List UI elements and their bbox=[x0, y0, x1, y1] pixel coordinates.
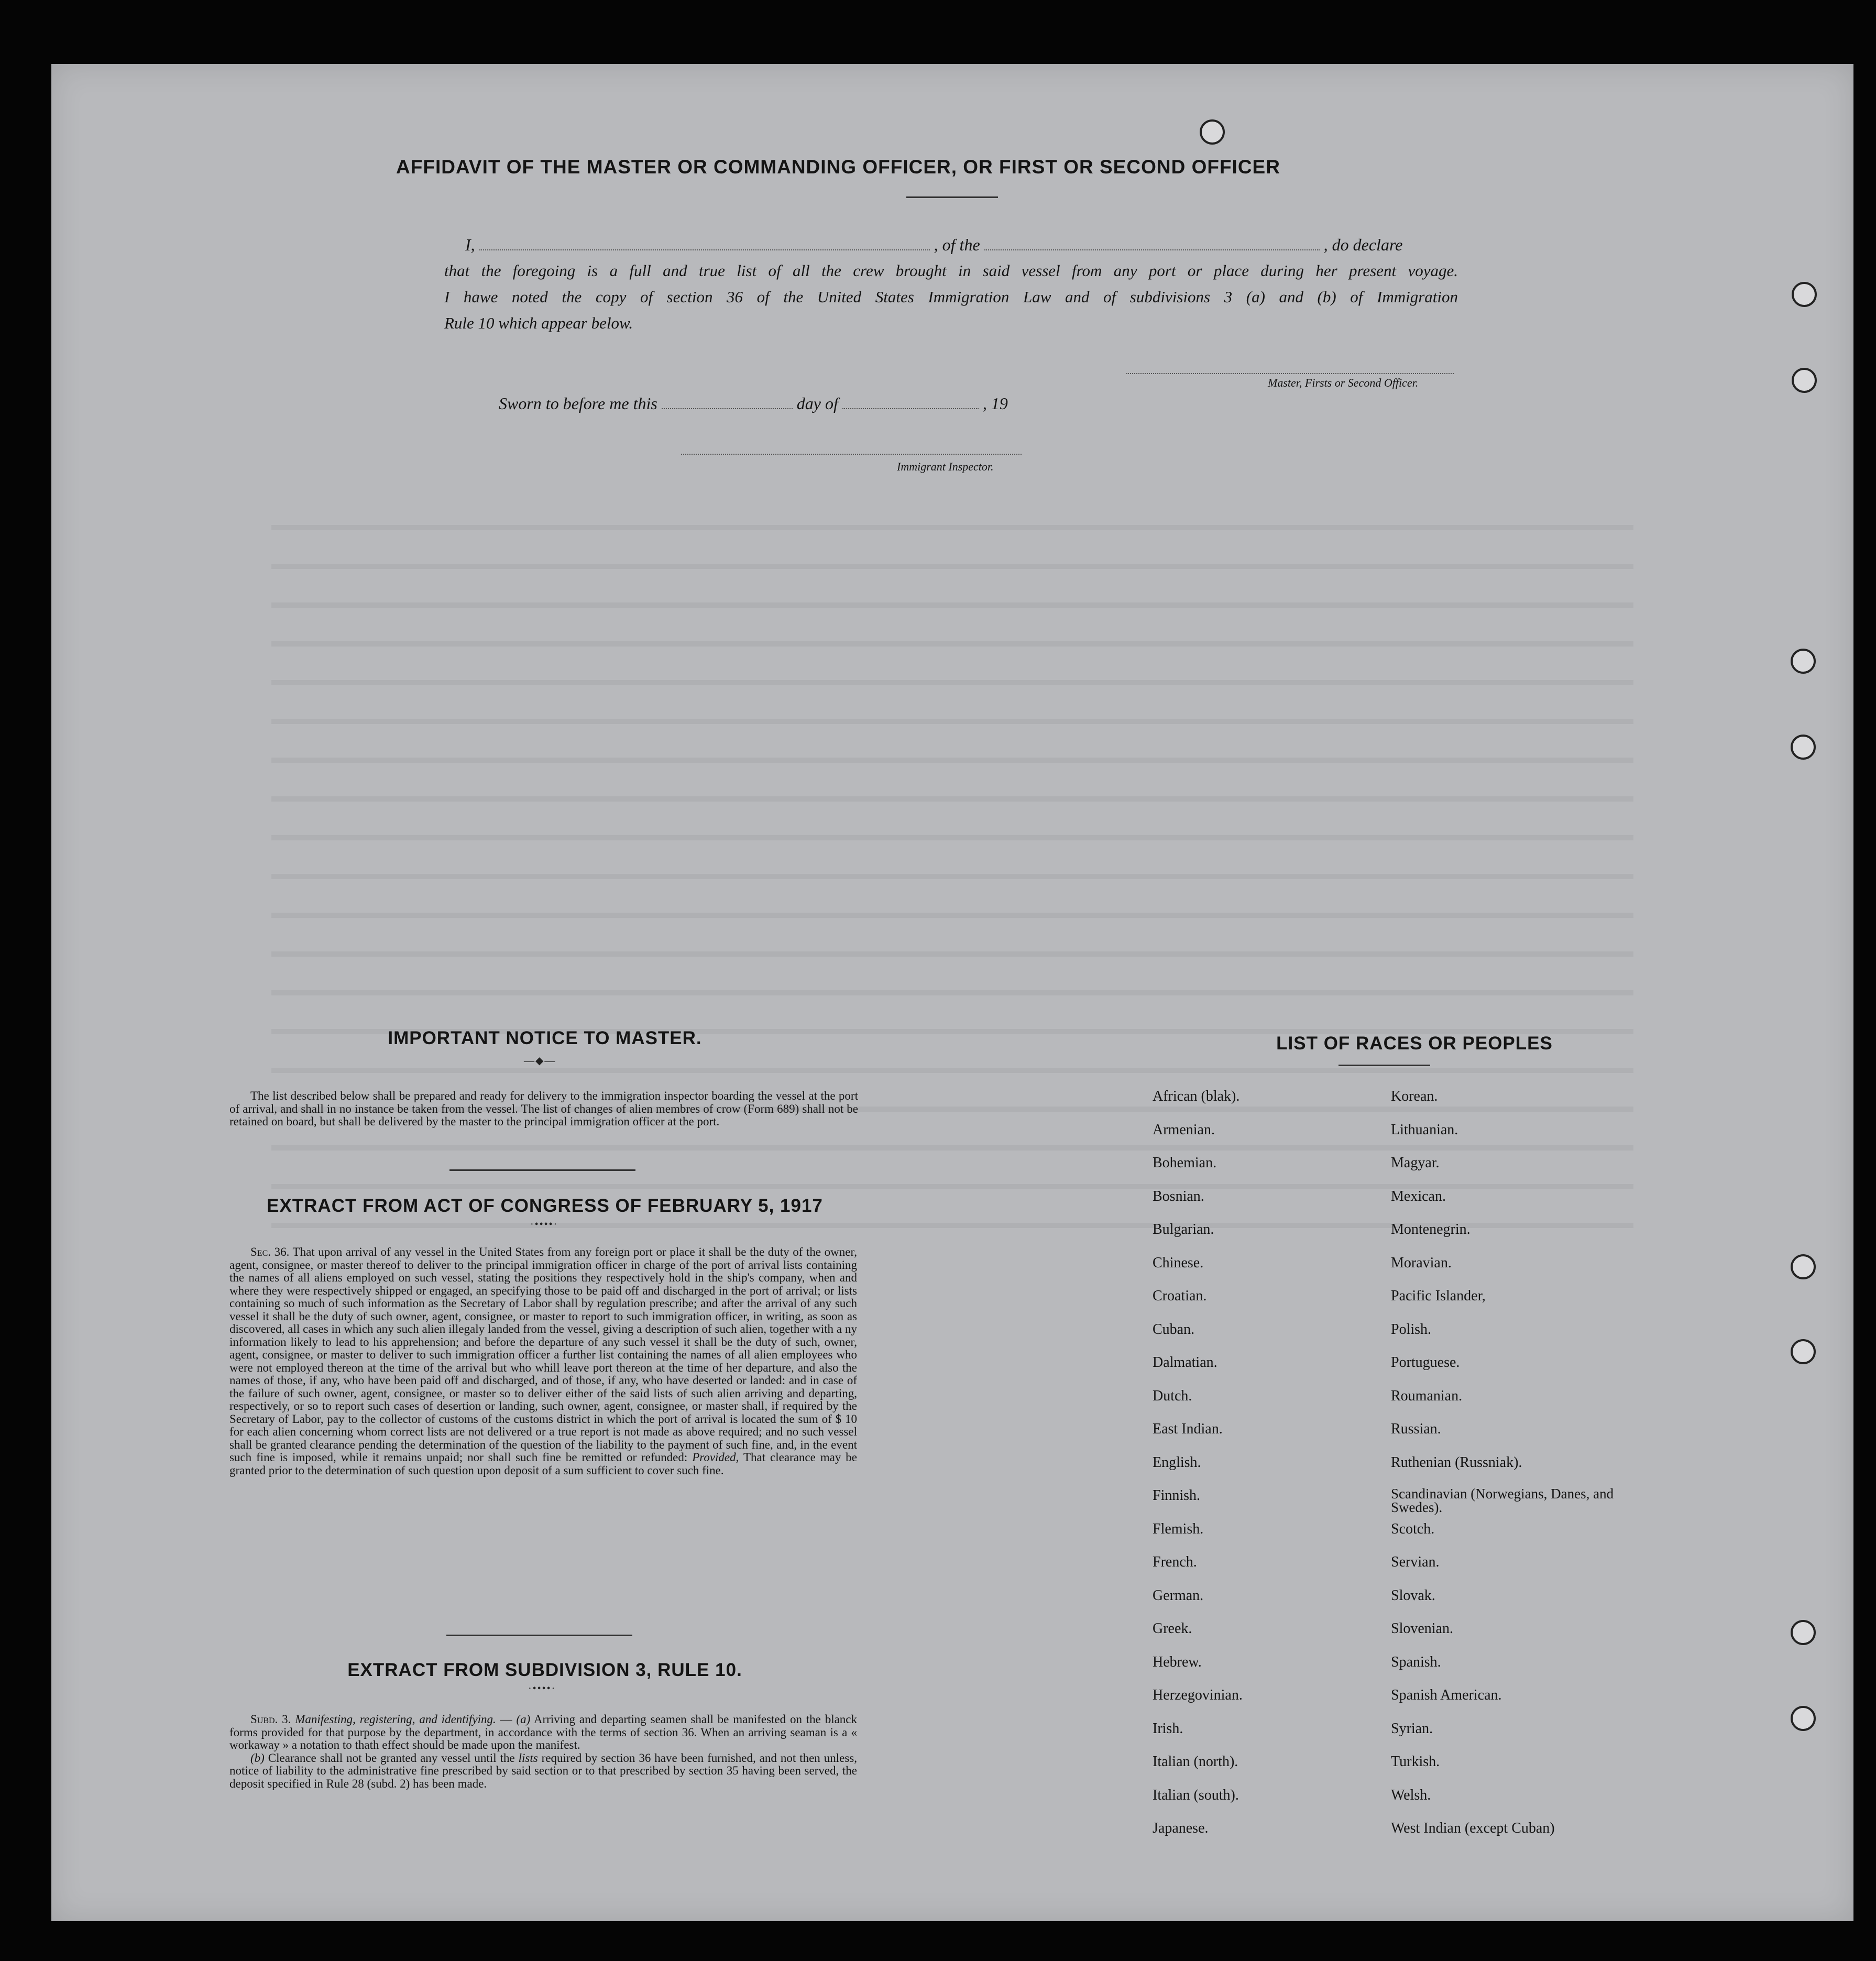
signature-line[interactable] bbox=[1126, 373, 1454, 374]
affidavit-of-the: , of the bbox=[934, 235, 980, 254]
punch-hole bbox=[1791, 1339, 1816, 1364]
act-body: That upon arrival of any vessel in the United States from any foreign port or place it shall be the duty of the owner, agent, consignee, or master thereof to deliver to the principal immigration officer in charge of the port of arrival lists containing the names of all aliens employed on such vessel, stating the positions they respectively hold in the ship's company, when and where they were respectively shipped or engaged, an specifying those to be paid off and discharged in the port of arrival; or lists containing so much of such information as the Secretary of Labor shall by regulation prescribe; and after the arrival of any such vessel it shall be the duty of such owner, agent, consignee, or master to report to such immigration officer, in writing, as soon as discovered, all cases in which any such alien illegaly landed from the vessel, giving a description of such alien, together with a ny information likely to lead to his apprehension; and before the departure of any such vessel it shall be the duty of such, owner, agent, consignee, or master to deliver to such immigration officer a further list containing the names of all alien employees who were not employed thereon at the time of the arrival but who whill leave port thereon at the time of her departure, and also the names of those, if any, who have been paid off and discharged, and of those, if any, who have deserted or landed: and in case of the failure of such owner, agent, consignee, or master so to deliver either of the said lists of such alien arriving and departing, respectively, or so to report such cases of desertion or landing, such owner, agent, consignee, or master shall, if required by the Secretary of Labor, pay to the collector of customs of the customs district in which the port of arrival is located the sum of $ 10 for each alien concerning whom correct lists are not delivered or a true report is not made as above required; and no such vessel shall be granted clearance pending the determination of the question of the liability to the payment of such fine, and, in the event such fine is imposed, while it remains unpaid; nor shall such fine be remitted or refunded: bbox=[229, 1245, 857, 1464]
rule-title: EXTRACT FROM SUBDIVISION 3, RULE 10. bbox=[347, 1660, 742, 1680]
race-item: Bosnian. bbox=[1153, 1188, 1204, 1204]
races-title: LIST OF RACES OR PEOPLES bbox=[1276, 1033, 1553, 1054]
punch-hole bbox=[1791, 649, 1816, 674]
race-item: Turkish. bbox=[1391, 1754, 1440, 1770]
act-title: EXTRACT FROM ACT OF CONGRESS OF FEBRUARY 5, 1917 bbox=[267, 1196, 823, 1216]
rule-b-text-pre: Clearance shall not be granted any vessel until the bbox=[268, 1751, 515, 1765]
race-item: Korean. bbox=[1391, 1088, 1438, 1104]
race-item: English. bbox=[1153, 1454, 1201, 1471]
race-item: Irish. bbox=[1153, 1720, 1183, 1737]
race-item: Slovak. bbox=[1391, 1587, 1435, 1604]
inspector-signature-line[interactable] bbox=[681, 454, 1022, 455]
race-item: African (blak). bbox=[1153, 1088, 1240, 1104]
act-sec-label: Sec. 36. bbox=[250, 1245, 290, 1258]
race-item: Slovenian. bbox=[1391, 1620, 1453, 1637]
act-rule bbox=[446, 1635, 632, 1636]
race-item: Bulgarian. bbox=[1153, 1221, 1214, 1237]
act-body-end: That clearance may be granted prior to the determination of such question upon deposit of a sum sufficient to cover such fine. bbox=[229, 1451, 857, 1477]
race-item: French. bbox=[1153, 1554, 1197, 1570]
race-item: Dutch. bbox=[1153, 1387, 1192, 1404]
punch-hole bbox=[1792, 368, 1817, 393]
act-provided: Provided, bbox=[692, 1451, 739, 1464]
punch-hole bbox=[1791, 1254, 1816, 1279]
race-item: German. bbox=[1153, 1587, 1204, 1604]
rule-b-lists: lists bbox=[518, 1751, 538, 1765]
rule-a-text: Arriving and departing seamen shall be manifested on the blanck forms provided for that purpose by the department, in accordance with the terms of section 36. When an arriving seaman is a « workaway » a notation to thath effect should be made upon the manifest. bbox=[229, 1713, 858, 1751]
sworn-year: , 19 bbox=[982, 394, 1008, 413]
act-text bbox=[229, 1246, 857, 1477]
act-ornament: ·••••· bbox=[530, 1219, 558, 1230]
race-item: Moravian. bbox=[1391, 1254, 1452, 1271]
races-column-1 bbox=[1153, 1088, 1373, 1853]
sworn-day-of: day of bbox=[796, 394, 838, 413]
race-item: Hebrew. bbox=[1153, 1653, 1202, 1670]
punch-hole bbox=[1791, 1620, 1816, 1645]
race-item: Spanish American. bbox=[1391, 1687, 1502, 1703]
race-item: West Indian (except Cuban) bbox=[1391, 1820, 1555, 1836]
race-item: Armenian. bbox=[1153, 1121, 1215, 1138]
race-item: Russian. bbox=[1391, 1421, 1441, 1437]
race-item: Bohemian. bbox=[1153, 1155, 1217, 1171]
act-paragraph bbox=[229, 1246, 857, 1477]
affidavit-declare: , do declare bbox=[1323, 235, 1403, 254]
affidavit-title-rule bbox=[906, 196, 998, 198]
race-item: Montenegrin. bbox=[1391, 1221, 1471, 1237]
races-title-rule bbox=[1339, 1065, 1430, 1066]
affidavit-line-3: I hawe noted the copy of section 36 of the United States Immigration Law and of subdivisions 3 (a) and (b) of Immigration bbox=[444, 288, 1458, 306]
race-item: Portuguese. bbox=[1391, 1354, 1460, 1371]
rule-ornament: ·••••· bbox=[528, 1683, 556, 1694]
rule-paragraph-b bbox=[229, 1752, 857, 1791]
notice-paragraph: The list described below shall be prepared and ready for delivery to the immigration inspector boarding the vessel at the port of arrival, and shall in no instance be taken from the vessel. The list of changes of alien membres of crow (Form 689) shall not be retained on board, but shall be delivered by the master to the principal immigration officer at the port. bbox=[229, 1089, 858, 1128]
race-item: Magyar. bbox=[1391, 1155, 1440, 1171]
notice-ornament: —◆— bbox=[524, 1055, 556, 1067]
race-item: Ruthenian (Russniak). bbox=[1391, 1454, 1522, 1471]
race-item: Italian (south). bbox=[1153, 1787, 1239, 1803]
affidavit-i: I, bbox=[465, 235, 475, 254]
sworn-month-blank[interactable] bbox=[842, 408, 979, 409]
sworn-day-blank[interactable] bbox=[662, 408, 793, 409]
races-column-2 bbox=[1391, 1088, 1616, 1853]
punch-hole bbox=[1792, 282, 1817, 307]
affidavit-line-4: Rule 10 which appear below. bbox=[444, 314, 633, 332]
rule-a-label: (a) bbox=[516, 1713, 531, 1726]
signature-caption: Master, Firsts or Second Officer. bbox=[1268, 376, 1419, 389]
affidavit-declaration bbox=[444, 232, 1458, 336]
race-item: Servian. bbox=[1391, 1554, 1440, 1570]
race-item: Chinese. bbox=[1153, 1254, 1204, 1271]
race-item: Greek. bbox=[1153, 1620, 1192, 1637]
race-item: Roumanian. bbox=[1391, 1387, 1463, 1404]
sworn-prefix: Sworn to before me this bbox=[499, 394, 657, 413]
sworn-line bbox=[499, 394, 1008, 413]
race-item: Scandinavian (Norwegians, Danes, and Swedes). bbox=[1391, 1486, 1614, 1515]
race-item: Welsh. bbox=[1391, 1787, 1431, 1803]
race-item: Cuban. bbox=[1153, 1321, 1195, 1338]
race-item: East Indian. bbox=[1153, 1421, 1223, 1437]
race-item: Lithuanian. bbox=[1391, 1121, 1458, 1138]
race-item: Mexican. bbox=[1391, 1188, 1446, 1204]
race-item: Japanese. bbox=[1153, 1820, 1209, 1836]
race-item: Pacific Islander, bbox=[1391, 1288, 1486, 1304]
inspector-caption: Immigrant Inspector. bbox=[897, 460, 994, 473]
race-item: Scotch. bbox=[1391, 1520, 1435, 1537]
rule-b-text-post: required by section 36 have been furnished, and not then unless, notice of liability to the administrative fine prescribed by said section or to that prescribed by section 35 having been served, the deposit specified in Rule 28 (subd. 2) has been made. bbox=[229, 1751, 858, 1790]
affidavit-line-2: that the foregoing is a full and true list of all the crew brought in said vessel from any port or place during her present voyage. bbox=[444, 261, 1458, 280]
affidavit-title: AFFIDAVIT OF THE MASTER OR COMMANDING OFFICER, OR FIRST OR SECOND OFFICER bbox=[396, 156, 1280, 178]
rule-subd-label: Subd. 3. bbox=[250, 1713, 291, 1726]
notice-text bbox=[229, 1090, 858, 1129]
punch-hole bbox=[1791, 735, 1816, 760]
race-item: Croatian. bbox=[1153, 1288, 1207, 1304]
race-item: Spanish. bbox=[1391, 1653, 1441, 1670]
rule-subd-heading: Manifesting, registering, and identifying. bbox=[295, 1713, 496, 1726]
race-item: Syrian. bbox=[1391, 1720, 1433, 1737]
rule-b-label: (b) bbox=[250, 1751, 265, 1765]
name-blank[interactable] bbox=[479, 249, 930, 250]
rule-paragraph-a: Subd. 3. Manifesting, registering, and identifying. — (a) Arriving and departing seamen shall be manifested on the blanck forms provided for that purpose by the department, in accordance with the terms of section 36. When an arriving seaman is a « workaway » a notation to thath effect should be made upon the manifest. bbox=[229, 1713, 858, 1751]
race-item: Dalmatian. bbox=[1153, 1354, 1217, 1371]
race-item: Italian (north). bbox=[1153, 1754, 1238, 1770]
race-item: Polish. bbox=[1391, 1321, 1432, 1338]
race-item: Herzegovinian. bbox=[1153, 1687, 1243, 1703]
vessel-blank[interactable] bbox=[984, 249, 1320, 250]
rule-text bbox=[229, 1713, 857, 1790]
race-item: Finnish. bbox=[1153, 1487, 1201, 1504]
punch-hole bbox=[1791, 1706, 1816, 1731]
race-item: Flemish. bbox=[1153, 1520, 1204, 1537]
notice-title: IMPORTANT NOTICE TO MASTER. bbox=[388, 1028, 702, 1048]
notice-rule bbox=[449, 1169, 635, 1171]
affidavit-line-1 bbox=[444, 232, 1458, 258]
punch-hole bbox=[1200, 119, 1225, 145]
